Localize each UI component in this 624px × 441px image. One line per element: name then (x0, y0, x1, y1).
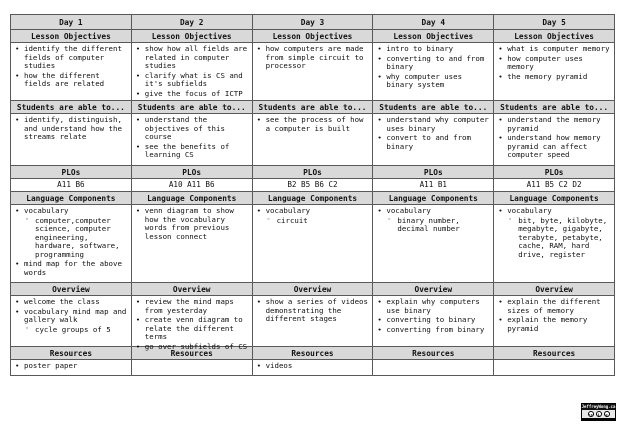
bullet-item: • review the mind maps from yesterday (133, 298, 250, 315)
bullet-item: ◦ cycle groups of 5 (12, 326, 129, 335)
bullet-item: • understand why computer uses binary (374, 116, 491, 133)
bullet-list (494, 43, 614, 81)
lesson-plan-table (10, 14, 615, 376)
section-header-overview: Overview (372, 282, 493, 295)
overview-cell (10, 295, 131, 346)
plos-value: A10 A11 B6 (131, 178, 252, 191)
bullet-item: • understand how memory pyramid can affect computer speed (495, 134, 612, 160)
section-header-resources: Resources (252, 346, 373, 359)
cc-icon: cc (588, 413, 593, 417)
students-cell (372, 113, 493, 165)
license-icons-row (582, 410, 615, 420)
students-cell (252, 113, 373, 165)
lesson-objectives-cell (10, 42, 131, 100)
bullet-item: • explain the different sizes of memory (495, 298, 612, 315)
bullet-list (132, 360, 252, 362)
bullet-item: ◦ binary number, decimal number (374, 217, 491, 234)
bullet-item: • how computers are made from simple circuit to processor (254, 45, 371, 71)
bullet-list (11, 360, 131, 371)
bullet-item: ◦ bit, byte, kilobyte, megabyte, gigabyte, terabyte, petabyte, cache, RAM, hard drive, register (495, 217, 612, 260)
section-header-language: Language Components (372, 191, 493, 204)
lesson-objectives-cell (372, 42, 493, 100)
bullet-list (132, 296, 252, 351)
section-header-resources: Resources (372, 346, 493, 359)
section-header-students: Students are able to... (10, 100, 131, 113)
day-header-2: Day 2 (131, 14, 252, 29)
day-header-4: Day 4 (372, 14, 493, 29)
bullet-item: • understand the memory pyramid (495, 116, 612, 133)
bullet-item: • poster paper (12, 362, 129, 371)
section-header-resources: Resources (131, 346, 252, 359)
section-header-overview: Overview (131, 282, 252, 295)
bullet-item: • converting from binary (374, 326, 491, 335)
bullet-list (494, 360, 614, 362)
overview-cell (131, 295, 252, 351)
bullet-item: • vocabulary (374, 207, 491, 216)
resources-cell (10, 359, 131, 375)
bullet-item: • show a series of videos demonstrating the different stages (254, 298, 371, 324)
bullet-list (373, 43, 493, 90)
bullet-item: • how computer uses memory (495, 55, 612, 72)
bullet-item: • venn diagram to show how the vocabulary words from previous lesson connect (133, 207, 250, 241)
bullet-item: • convert to and from binary (374, 134, 491, 151)
plos-value: A11 B6 (10, 178, 131, 191)
section-header-language: Language Components (131, 191, 252, 204)
section-header-plos: PLOs (131, 165, 252, 178)
bullet-list (11, 43, 131, 89)
bullet-item: • create venn diagram to relate the different terms (133, 316, 250, 342)
bullet-list (11, 296, 131, 334)
students-cell (131, 113, 252, 165)
bullet-list (253, 296, 373, 324)
bullet-list (373, 296, 493, 334)
bullet-item: • identify, distinguish, and understand how the streams relate (12, 116, 129, 142)
bullet-item: • videos (254, 362, 371, 371)
day-header-3: Day 3 (252, 14, 373, 29)
by-icon: i (597, 413, 600, 417)
bullet-item: • mind map for the above words (12, 260, 129, 277)
overview-cell (252, 295, 373, 346)
language-cell (10, 204, 131, 282)
bullet-list (373, 205, 493, 234)
bullet-list (253, 360, 373, 371)
bullet-list (494, 114, 614, 160)
bullet-item: • why computer uses binary system (374, 73, 491, 90)
bullet-list (494, 205, 614, 259)
bullet-list (253, 205, 373, 225)
bullet-item: • clarify what is CS and it's subfields (133, 72, 250, 89)
overview-cell (493, 295, 614, 346)
bullet-item: ◦ computer,computer science, computer engineering, hardware, software, programming (12, 217, 129, 260)
lesson-objectives-cell (493, 42, 614, 100)
license-badge[interactable] (581, 403, 616, 421)
bullet-item: • vocabulary mind map and gallery walk (12, 308, 129, 325)
bullet-item: • go over subfields of CS (133, 343, 250, 352)
bullet-item: • converting to binary (374, 316, 491, 325)
students-cell (493, 113, 614, 165)
bullet-list (11, 205, 131, 278)
overview-cell (372, 295, 493, 346)
section-header-lesson-objectives: Lesson Objectives (10, 29, 131, 42)
bullet-item: • identify the different fields of computer studies (12, 45, 129, 71)
bullet-list (253, 43, 373, 71)
language-cell (372, 204, 493, 282)
resources-cell (372, 359, 493, 375)
bullet-list (132, 205, 252, 241)
bullet-item: • converting to and from binary (374, 55, 491, 72)
bullet-item: • see the benefits of learning CS (133, 143, 250, 160)
bullet-item: • vocabulary (254, 207, 371, 216)
resources-cell (252, 359, 373, 375)
section-header-lesson-objectives: Lesson Objectives (372, 29, 493, 42)
section-header-students: Students are able to... (493, 100, 614, 113)
plos-value: A11 B5 C2 D2 (493, 178, 614, 191)
language-cell (252, 204, 373, 282)
bullet-item: • welcome the class (12, 298, 129, 307)
section-header-language: Language Components (493, 191, 614, 204)
section-header-lesson-objectives: Lesson Objectives (493, 29, 614, 42)
section-header-resources: Resources (10, 346, 131, 359)
bullet-item: • how the different fields are related (12, 72, 129, 89)
section-header-lesson-objectives: Lesson Objectives (131, 29, 252, 42)
bullet-item: • vocabulary (12, 207, 129, 216)
section-header-students: Students are able to... (252, 100, 373, 113)
resources-cell (493, 359, 614, 375)
license-site-label: JeffreyWong.ca (581, 404, 616, 409)
section-header-resources: Resources (493, 346, 614, 359)
bullet-list (373, 114, 493, 151)
section-header-language: Language Components (252, 191, 373, 204)
language-cell (131, 204, 252, 282)
plos-value: B2 B5 B6 C2 (252, 178, 373, 191)
students-cell (10, 113, 131, 165)
day-header-1: Day 1 (10, 14, 131, 29)
plos-value: A11 B1 (372, 178, 493, 191)
bullet-list (11, 114, 131, 142)
section-header-overview: Overview (10, 282, 131, 295)
language-cell (493, 204, 614, 282)
lesson-objectives-cell (131, 42, 252, 100)
bullet-item: • the memory pyramid (495, 73, 612, 82)
bullet-item: • understand the objectives of this course (133, 116, 250, 142)
section-header-plos: PLOs (493, 165, 614, 178)
bullet-list (373, 360, 493, 362)
section-header-students: Students are able to... (372, 100, 493, 113)
bullet-item: • intro to binary (374, 45, 491, 54)
section-header-overview: Overview (493, 282, 614, 295)
bullet-item: • give the focus of ICTP (133, 90, 250, 99)
section-header-plos: PLOs (372, 165, 493, 178)
bullet-item: • see the process of how a computer is built (254, 116, 371, 133)
bullet-item: • show how all fields are related in computer studies (133, 45, 250, 71)
resources-cell (131, 359, 252, 375)
bullet-list (132, 114, 252, 160)
bullet-list (132, 43, 252, 98)
bullet-item: • vocabulary (495, 207, 612, 216)
bullet-list (253, 114, 373, 133)
nd-icon: = (605, 413, 608, 417)
lesson-objectives-cell (252, 42, 373, 100)
section-header-lesson-objectives: Lesson Objectives (252, 29, 373, 42)
section-header-overview: Overview (252, 282, 373, 295)
bullet-list (494, 296, 614, 333)
bullet-item: • explain why computers use binary (374, 298, 491, 315)
section-header-plos: PLOs (252, 165, 373, 178)
bullet-item: • what is computer memory (495, 45, 612, 54)
section-header-students: Students are able to... (131, 100, 252, 113)
section-header-plos: PLOs (10, 165, 131, 178)
bullet-item: • explain the memory pyramid (495, 316, 612, 333)
day-header-5: Day 5 (493, 14, 614, 29)
section-header-language: Language Components (10, 191, 131, 204)
bullet-item: ◦ circuit (254, 217, 371, 226)
